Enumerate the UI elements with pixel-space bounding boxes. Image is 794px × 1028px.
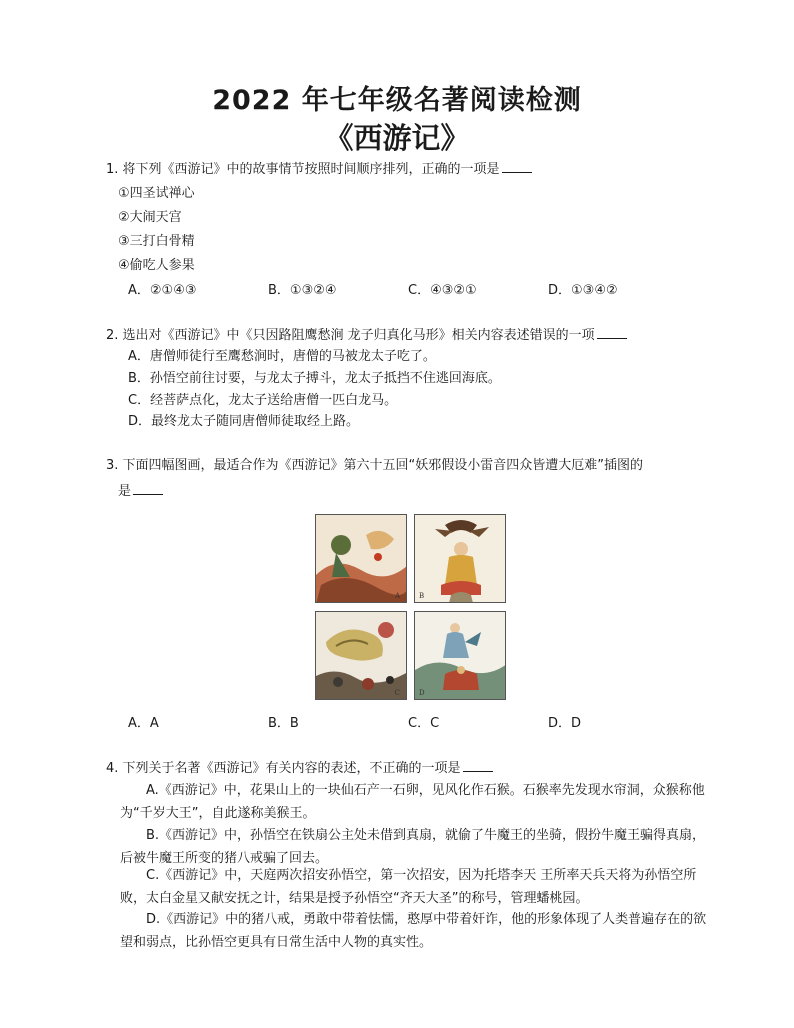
q4-stem: 4. 下列关于名著《西游记》有关内容的表述，不正确的一项是 bbox=[106, 759, 493, 778]
q3-option-d[interactable]: D．D bbox=[548, 716, 582, 731]
q3-illustrations bbox=[313, 512, 509, 706]
illustration-b-label: B bbox=[419, 592, 425, 600]
illustration-d[interactable] bbox=[414, 611, 506, 700]
illustration-a[interactable] bbox=[315, 514, 407, 603]
q4-option-a[interactable]: A.《西游记》中，花果山上的一块仙石产一石卵，见风化作石猴。石猴率先发现水帘洞，众猴称他为“千岁大王”，自此遂称美猴王。 bbox=[120, 783, 705, 821]
q3-option-a[interactable]: A．A bbox=[128, 716, 159, 731]
q2-option-b[interactable]: B．孙悟空前往讨要，与龙太子搏斗，龙太子抵挡不住逃回海底。 bbox=[128, 371, 501, 386]
q1-option-b[interactable]: B．①③②④ bbox=[268, 283, 337, 298]
q1-option-d[interactable]: D．①③④② bbox=[548, 283, 618, 298]
answer-blank bbox=[502, 160, 532, 173]
illustration-c-label: C bbox=[394, 689, 400, 697]
q3-option-c[interactable]: C．C bbox=[408, 716, 440, 731]
answer-blank bbox=[133, 482, 163, 495]
answer-blank bbox=[463, 759, 493, 772]
q1-option-c[interactable]: C．④③②① bbox=[408, 283, 477, 298]
q3-stem-line2: 是 bbox=[118, 482, 163, 501]
illustration-b-image bbox=[415, 515, 506, 603]
q4-option-d[interactable]: D.《西游记》中的猪八戒，勇敢中带着怯懦，憨厚中带着奸诈，他的形象体现了人类普遍存在的欲望和弱点，比孙悟空更具有日常生活中人物的真实性。 bbox=[120, 912, 707, 950]
q4-option-b[interactable]: B.《西游记》中，孙悟空在铁扇公主处未借到真扇，就偷了牛魔王的坐骑，假扮牛魔王骗得真扇，后被牛魔王所变的猪八戒骗了回去。 bbox=[120, 828, 706, 866]
q1-item-4: ④偷吃人参果 bbox=[118, 258, 195, 273]
illustration-b[interactable] bbox=[414, 514, 506, 603]
document-subtitle: 《西游记》 bbox=[324, 121, 470, 155]
illustration-d-label: D bbox=[419, 689, 425, 697]
q3-option-b[interactable]: B．B bbox=[268, 716, 299, 731]
q1-item-3: ③三打白骨精 bbox=[118, 234, 195, 249]
answer-blank bbox=[597, 326, 627, 339]
q1-item-1: ①四圣试禅心 bbox=[118, 186, 195, 201]
q1-item-2: ②大闹天宫 bbox=[118, 210, 182, 225]
q1-option-a[interactable]: A．②①④③ bbox=[128, 283, 197, 298]
illustration-c[interactable] bbox=[315, 611, 407, 700]
illustration-a-label: A bbox=[394, 592, 400, 600]
illustration-c-image bbox=[316, 612, 407, 700]
q4-option-c[interactable]: C.《西游记》中，天庭两次招安孙悟空，第一次招安，因为托塔李天 王所率天兵天将为孙悟空所败，太白金星又献安抚之计，结果是授予孙悟空“齐天大圣”的称号，管理蟠桃园。 bbox=[120, 868, 697, 906]
q2-option-c[interactable]: C．经菩萨点化，龙太子送给唐僧一匹白龙马。 bbox=[128, 393, 398, 408]
illustration-d-image bbox=[415, 612, 506, 700]
illustration-a-image bbox=[316, 515, 407, 603]
document-title: 2022 年七年级名著阅读检测 bbox=[212, 85, 582, 116]
q3-stem-line1: 3. 下面四幅图画，最适合作为《西游记》第六十五回“妖邪假设小雷音四众皆遭大厄难”插图的 bbox=[106, 458, 644, 473]
q2-option-a[interactable]: A．唐僧师徒行至鹰愁涧时，唐僧的马被龙太子吃了。 bbox=[128, 349, 436, 364]
q2-option-d[interactable]: D．最终龙太子随同唐僧师徒取经上路。 bbox=[128, 414, 360, 429]
q2-stem: 2. 选出对《西游记》中《只因路阻鹰愁涧 龙子归真化马形》相关内容表述错误的一项 bbox=[106, 326, 627, 345]
q1-stem: 1. 将下列《西游记》中的故事情节按照时间顺序排列，正确的一项是 bbox=[106, 160, 532, 179]
